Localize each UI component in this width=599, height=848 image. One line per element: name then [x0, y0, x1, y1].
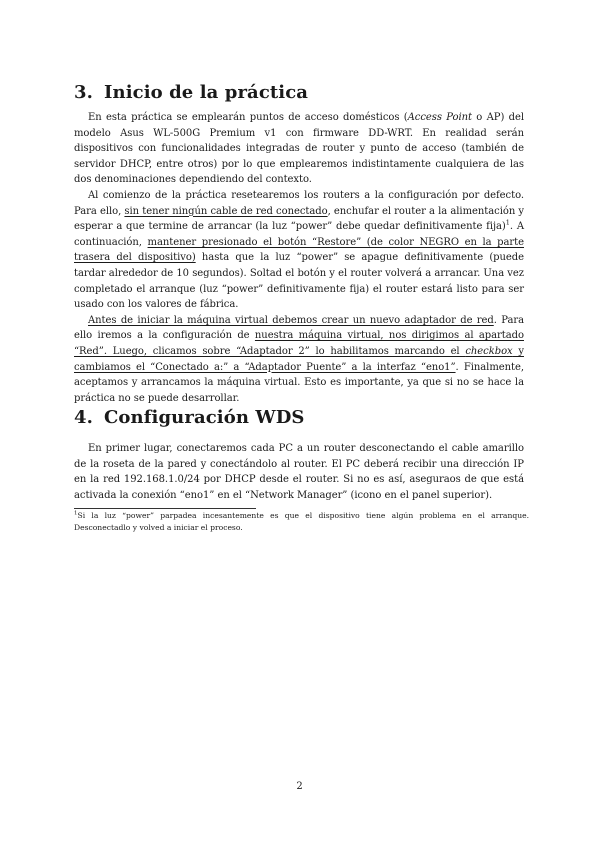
section-3-heading — [74, 82, 524, 104]
section-4-body — [74, 441, 524, 503]
underlined-instruction: mantener presionado el botón “Restore” (de color NEGRO en la parte trasera del dispositivo) — [74, 236, 524, 264]
footnote-mark: 1 — [74, 510, 78, 517]
text-run: . Para ello iremos a la configuración de — [74, 314, 524, 342]
section-3-number: 3. — [74, 82, 93, 103]
italic-term: Access Point — [407, 112, 472, 123]
footnote — [74, 510, 529, 534]
text-run: y cambiamos el “Conectado a:” a “Adaptador Puente” a la interfaz “eno1” — [74, 345, 524, 373]
underlined-instruction: sin tener ningún cable de red conectado — [124, 205, 328, 217]
text-run: nuestra máquina virtual, nos dirigimos al apartado “Red”. Luego, clicamos sobre “Adaptador 2” lo habilitamos marcando el — [74, 330, 524, 357]
underlined-instruction: Antes de iniciar la máquina virtual debemos crear un nuevo adaptador de red — [88, 314, 494, 326]
text-run: En esta práctica se emplearán puntos de acceso domésticos ( — [88, 112, 408, 123]
section-4-title: Configuración WDS — [104, 407, 305, 428]
section-4 — [74, 407, 524, 429]
text-run: hasta que la luz “power” se apague definitivamente (puede tardar alrededor de 10 segundos). Soltad el botón y el router volverá a arrancar. Una vez completado el arranque (luz “power” definitivamente fija) el router estará listo para ser usado con los valores de fábrica. — [74, 252, 525, 311]
text-run: , enchufar el router a la alimentación y esperar a que termine de arrancar (la luz “power” debe quedar definitivamente fija) — [74, 205, 525, 233]
section-3-paragraph-1 — [74, 110, 524, 188]
footnote-rule — [74, 508, 256, 509]
italic-term: checkbox — [465, 345, 513, 357]
section-4-heading — [74, 407, 524, 429]
section-4-paragraph-1: En primer lugar, conectaremos cada PC a un router desconectando el cable amarillo de la roseta de la pared y conectándolo al router. El PC deberá recibir una dirección IP en la red 192.168.1.0/24 por DHCP desde el router. Si no es así, aseguraos de que está activada la conexión “eno1” en el “Network Manager” (icono en el panel superior). — [74, 443, 524, 501]
text-run: . Finalmente, aceptamos y arrancamos la máquina virtual. Esto es importante, ya que si no se hace la práctica no se puede desarrollar. — [74, 361, 524, 404]
footnote-text: Si la luz “power” parpadea incesantemente es que el dispositivo tiene algún problema en el arranque. Desconectadlo y volved a iniciar el proceso. — [74, 511, 529, 532]
section-3-paragraph-2 — [74, 188, 524, 313]
section-3-body — [74, 110, 524, 406]
text-run: o AP) del modelo Asus WL-500G Premium v1 con firmware DD-WRT. En realidad serán dispositivos con funcionalidades integradas de router y punto de acceso (también de servidor DHCP, entre otros) por lo que emplearemos indistintamente cualquiera de las dos denominaciones dependiendo del contexto. — [74, 112, 524, 186]
section-3-paragraph-3 — [74, 313, 524, 407]
footnote-reference: 1 — [505, 218, 510, 227]
text-run: Al comienzo de la práctica resetearemos los routers a la configuración por defecto. Para ello, — [74, 189, 524, 217]
section-4-number: 4. — [74, 407, 93, 428]
section-3-title: Inicio de la práctica — [104, 82, 309, 103]
text-run: . A continuación, — [74, 221, 524, 248]
page-number: 2 — [296, 781, 303, 792]
section-3 — [74, 82, 524, 104]
